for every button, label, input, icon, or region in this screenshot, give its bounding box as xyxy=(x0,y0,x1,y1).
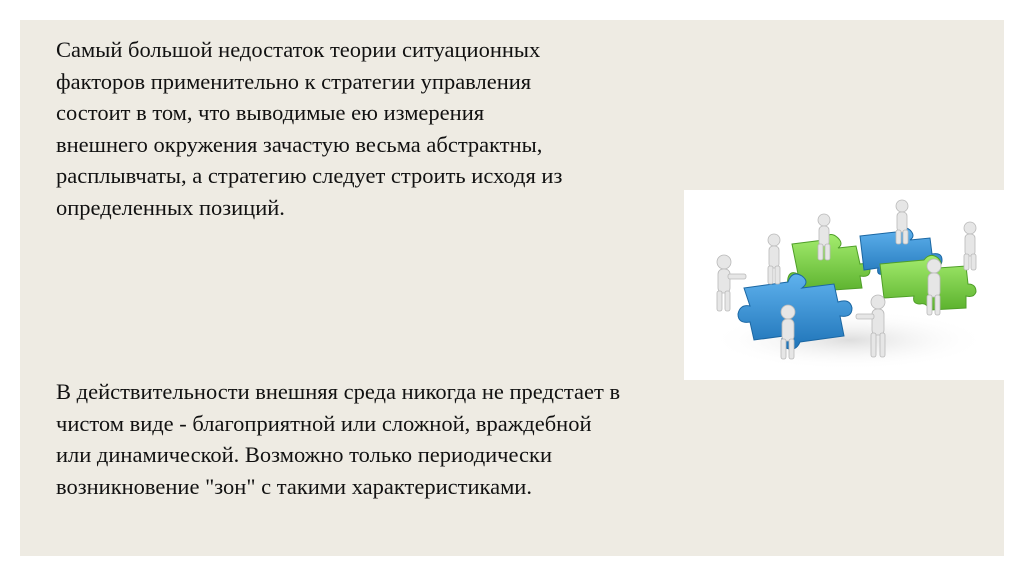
slide xyxy=(20,20,1004,556)
paragraph-line: внешнего окружения зачастую весьма абстрактны, xyxy=(56,131,543,157)
puzzle-teamwork-image xyxy=(684,190,1004,380)
paragraph-line: расплывчаты, а стратегию следует строить исходя из xyxy=(56,163,563,188)
figure-back-left xyxy=(768,234,780,284)
paragraph-line: возникновение "зон" с такими характеристиками. xyxy=(56,473,532,499)
paragraph-line: определенных позиций. xyxy=(56,194,285,220)
paragraph-line: Самый большой недостаток теории ситуационных xyxy=(56,37,541,62)
paragraph-line: В действительности внешняя среда никогда не предстает в xyxy=(56,379,621,404)
figure-left-lifting xyxy=(717,255,746,311)
paragraph-limitations xyxy=(56,34,562,223)
figure-far-right xyxy=(964,222,976,270)
puzzle-illustration xyxy=(684,190,1004,380)
paragraph-line: факторов применительно к стратегии управления xyxy=(56,68,532,94)
paragraph-line: состоит в том, что выводимые ею измерения xyxy=(56,100,485,125)
paragraph-line: или динамической. Возможно только периодически xyxy=(56,442,552,467)
paragraph-line: чистом виде - благоприятной или сложной, враждебной xyxy=(56,410,592,436)
paragraph-reality xyxy=(56,376,620,502)
